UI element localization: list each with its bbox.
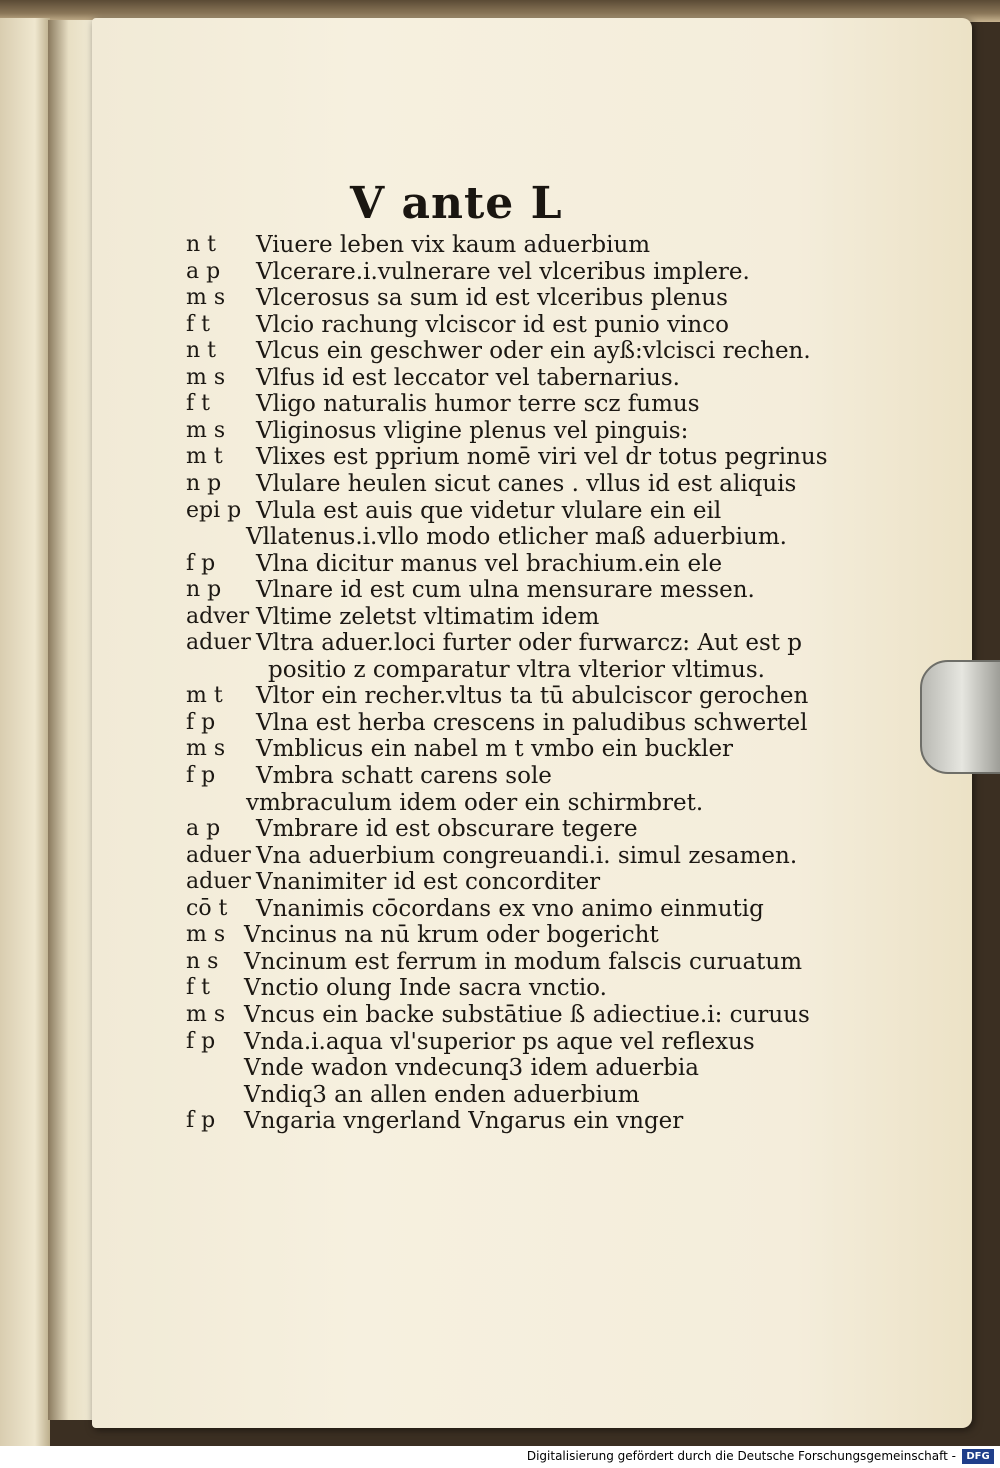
entry-tag: m s [186,417,226,443]
entry-text: Vndiq3 an allen enden aduerbium [244,1081,640,1108]
entry-text: Vna aduerbium congreuandi.i. simul zesamen. [256,842,798,869]
entry-tag: n p [186,470,222,496]
entry-text: Vncinum est ferrum in modum falscis curuatum [244,948,803,975]
book-page [92,18,972,1428]
entry-tag: f p [186,550,216,576]
entry-text: Vmbra schatt carens sole [256,763,552,789]
entry-tag: m s [186,1001,226,1027]
entry-text: Vncinus na nū krum oder bogericht [244,922,659,949]
entry-tag: m s [186,364,226,390]
dfg-logo-icon: DFG [962,1449,994,1464]
entry-tag: m s [186,285,226,311]
page-clip [920,660,1000,774]
entry-tag: a p [186,816,221,842]
footer-credit: Digitalisierung gefördert durch die Deutsche Forschungsgemeinschaft - [526,1449,956,1463]
entry-text: Vnctio olung Inde sacra vnctio. [244,975,607,1002]
entry-tag: n p [186,577,222,603]
entry-text: Vlcio rachung vlciscor id est punio vinco [256,311,729,338]
entry-text: Vlcerare.i.vulnerare vel vlceribus implere. [256,258,750,285]
entry-tag: a p [186,258,221,284]
entry-text: Vlcerosus sa sum id est vlceribus plenus [256,285,728,312]
entry-text: Vlfus id est leccator vel tabernarius. [256,364,680,391]
entry-tag: f p [186,1108,216,1134]
entry-text: Vncus ein backe substātiue ß adiectiue.i: curuus [244,1001,810,1028]
entry-tag: m s [186,922,226,948]
footer-bar [0,1446,1000,1468]
entry-tag: cō t [186,895,228,921]
entry-text: Vlnare id est cum ulna mensurare messen. [256,577,755,604]
entry-text: Vnde wadon vndecunq3 idem aduerbia [244,1055,699,1082]
entry-tag: f t [186,391,210,417]
entry-tag: m t [186,683,223,709]
entry-text: Viuere leben vix kaum aduerbium [256,232,651,258]
entry-text: Vlulare heulen sicut canes . vllus id est aliquis [256,470,797,497]
entry-text: Vllatenus.i.vllo modo etlicher maß aduerbium. [246,524,787,551]
entry-text: Vngaria vngerland Vngarus ein vnger [244,1108,684,1135]
entry-text: Vnda.i.aqua vl'superior ps aque vel reflexus [244,1028,755,1055]
entry-text: Vlula est auis que videtur vlulare ein eil [256,497,722,524]
entry-tag: aduer [186,842,251,868]
entry-tag: f p [186,1028,216,1054]
entry-tag: f p [186,763,216,788]
entry-text: Vlcus ein geschwer oder ein ayß:vlcisci rechen. [256,338,811,365]
entry-text: Vltime zeletst vltimatim idem [256,603,600,630]
entry-tag: f p [186,709,216,735]
entry-text: Vmbrare id est obscurare tegere [256,816,638,843]
entry-text: Vlna dicitur manus vel brachium.ein ele [256,550,723,577]
entry-tag: n t [186,232,217,257]
entry-text: Vligo naturalis humor terre scz fumus [256,391,700,418]
entry-text: Vlna est herba crescens in paludibus schwertel [256,709,808,736]
entry-tag: f t [186,311,210,337]
entry-tag: n s [186,948,219,974]
page-heading: V ante L [350,178,563,229]
entry-tag: f t [186,975,210,1001]
entry-text: vmbraculum idem oder ein schirmbret. [246,789,704,816]
entry-tag: m t [186,444,223,470]
entry-text: Vnanimiter id est concorditer [256,869,601,896]
facing-page-edge [0,18,50,1446]
entry-tag: n t [186,338,217,364]
entry-text: positio z comparatur vltra vlterior vltimus. [268,656,765,683]
entry-tag: aduer [186,630,251,656]
entry-text: Vlixes est pprium nomē viri vel dr totus pegrinus [256,444,828,471]
entry-text: Vliginosus vligine plenus vel pinguis: [256,417,689,444]
entry-tag: m s [186,736,226,762]
entry-tag: epi p [186,497,242,523]
entry-text: Vnanimis cōcordans ex vno animo einmutig [256,895,764,922]
entry-text: Vmblicus ein nabel m t vmbo ein buckler [256,736,734,763]
entry-tag: adver [186,603,250,629]
entry-tag: aduer [186,869,251,895]
entry-text: Vltor ein recher.vltus ta tū abulciscor gerochen [256,683,809,710]
entry-text: Vltra aduer.loci furter oder furwarcz: Aut est p [256,630,803,657]
